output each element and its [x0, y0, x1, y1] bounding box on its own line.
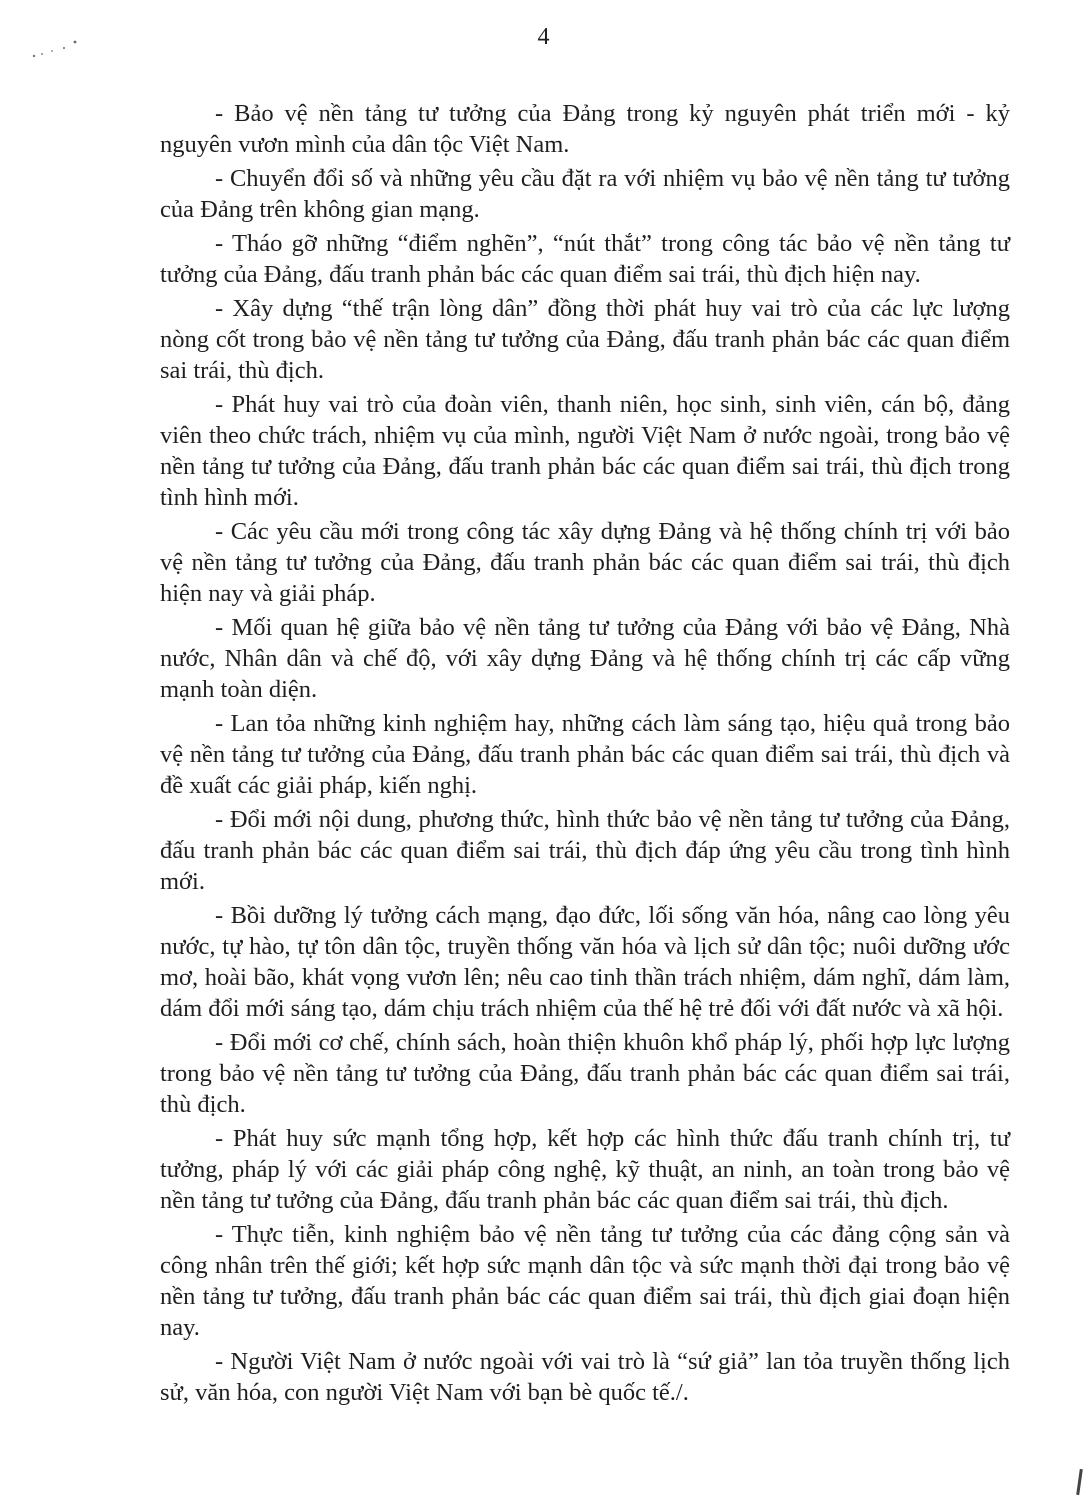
list-item: - Lan tỏa những kinh nghiệm hay, những cách làm sáng tạo, hiệu quả trong bảo vệ nền tảng tư tưởng của Đảng, đấu tranh phản bác các quan điểm sai trái, thù địch và đề xuất các giải pháp, kiến nghị.	[160, 710, 1010, 799]
scan-edge-mark	[1076, 1469, 1083, 1495]
list-item: - Bồi dưỡng lý tưởng cách mạng, đạo đức, lối sống văn hóa, nâng cao lòng yêu nước, tự hào, tự tôn dân tộc, truyền thống văn hóa và lịch sử dân tộc; nuôi dưỡng ước mơ, hoài bão, khát vọng vươn lên; nêu cao tinh thần trách nhiệm, dám nghĩ, dám làm, dám đổi mới sáng tạo, dám chịu trách nhiệm của thế hệ trẻ đối với đất nước và xã hội.	[160, 902, 1010, 1022]
list-item: - Người Việt Nam ở nước ngoài với vai trò là “sứ giả” lan tỏa truyền thống lịch sử, văn hóa, con người Việt Nam với bạn bè quốc tế./.	[160, 1348, 1010, 1406]
list-item: - Mối quan hệ giữa bảo vệ nền tảng tư tưởng của Đảng với bảo vệ Đảng, Nhà nước, Nhân dân và chế độ, với xây dựng Đảng và hệ thống chính trị các cấp vững mạnh toàn diện.	[160, 614, 1010, 703]
list-item: - Đổi mới cơ chế, chính sách, hoàn thiện khuôn khổ pháp lý, phối hợp lực lượng trong bảo vệ nền tảng tư tưởng của Đảng, đấu tranh phản bác các quan điểm sai trái, thù địch.	[160, 1029, 1010, 1118]
list-item: - Bảo vệ nền tảng tư tưởng của Đảng trong kỷ nguyên phát triển mới - kỷ nguyên vươn mình của dân tộc Việt Nam.	[160, 100, 1010, 158]
list-item: - Thực tiễn, kinh nghiệm bảo vệ nền tảng tư tưởng của các đảng cộng sản và công nhân trên thế giới; kết hợp sức mạnh dân tộc và sức mạnh thời đại trong bảo vệ nền tảng tư tưởng, đấu tranh phản bác các quan điểm sai trái, thù địch giai đoạn hiện nay.	[160, 1221, 1010, 1341]
list-item: - Đổi mới nội dung, phương thức, hình thức bảo vệ nền tảng tư tưởng của Đảng, đấu tranh phản bác các quan điểm sai trái, thù địch đáp ứng yêu cầu trong tình hình mới.	[160, 806, 1010, 895]
list-item: - Xây dựng “thế trận lòng dân” đồng thời phát huy vai trò của các lực lượng nòng cốt trong bảo vệ nền tảng tư tưởng của Đảng, đấu tranh phản bác các quan điểm sai trái, thù địch.	[160, 295, 1010, 384]
list-item: - Tháo gỡ những “điểm nghẽn”, “nút thắt” trong công tác bảo vệ nền tảng tư tưởng của Đảng, đấu tranh phản bác các quan điểm sai trái, thù địch hiện nay.	[160, 230, 1010, 288]
document-body	[160, 98, 1010, 1411]
list-item: - Phát huy sức mạnh tổng hợp, kết hợp các hình thức đấu tranh chính trị, tư tưởng, pháp lý với các giải pháp công nghệ, kỹ thuật, an ninh, an toàn trong bảo vệ nền tảng tư tưởng của Đảng, đấu tranh phản bác các quan điểm sai trái, thù địch.	[160, 1125, 1010, 1214]
list-item: - Các yêu cầu mới trong công tác xây dựng Đảng và hệ thống chính trị với bảo vệ nền tảng tư tưởng của Đảng, đấu tranh phản bác các quan điểm sai trái, thù địch hiện nay và giải pháp.	[160, 518, 1010, 607]
list-item: - Chuyển đổi số và những yêu cầu đặt ra với nhiệm vụ bảo vệ nền tảng tư tưởng của Đảng trên không gian mạng.	[160, 165, 1010, 223]
page-number: 4	[537, 24, 550, 50]
list-item: - Phát huy vai trò của đoàn viên, thanh niên, học sinh, sinh viên, cán bộ, đảng viên theo chức trách, nhiệm vụ của mình, người Việt Nam ở nước ngoài, trong bảo vệ nền tảng tư tưởng của Đảng, đấu tranh phản bác các quan điểm sai trái, thù địch trong tình hình mới.	[160, 391, 1010, 511]
